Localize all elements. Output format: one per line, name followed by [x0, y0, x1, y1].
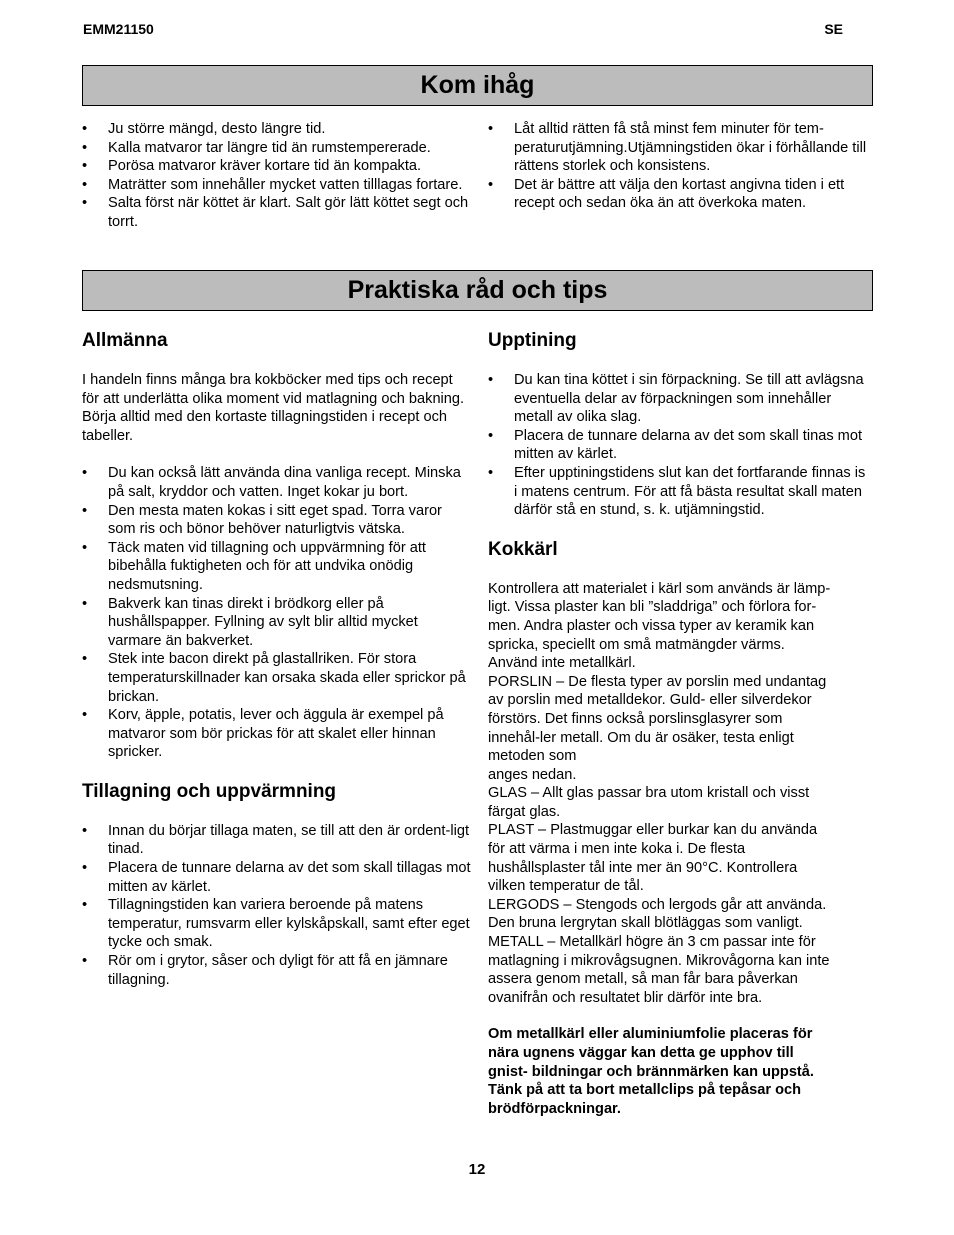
list-item: • Porösa matvaror kräver kortare tid än kompakta.: [82, 157, 472, 176]
list-item: • Det är bättre att välja den kortast angivna tiden i ett recept och sedan öka än att överkoka maten.: [488, 176, 871, 213]
list-item: • Ju större mängd, desto längre tid.: [82, 120, 472, 139]
kokkarl-line: Kontrollera att materialet i kärl som används är lämp-: [488, 580, 831, 597]
warning-line: brödförpackningar.: [488, 1100, 621, 1117]
kokkarl-line: assera genom metall, så man får bara påverkan: [488, 971, 798, 988]
kokkarl-line: innehål-ler metall. Om du är osäker, testa enligt: [488, 729, 794, 746]
list-item: • Korv, äpple, potatis, lever och äggula är exempel på matvaror som bör prickas för att skalet eller hinnan spricker.: [82, 706, 472, 762]
kom-ihag-left-column: [82, 120, 472, 232]
warning-line: nära ugnens väggar kan detta ge upphov till: [488, 1045, 794, 1061]
kokkarl-line: anges nedan.: [488, 766, 577, 783]
list-item: • Stek inte bacon direkt på glastallriken. För stora temperaturskillnader kan orsaka skada eller sprickor på brickan.: [82, 650, 472, 706]
list-item: • Rör om i grytor, såser och dyligt för att få en jämnare tillagning.: [82, 952, 472, 989]
kokkarl-line: Använd inte metallkärl.: [488, 655, 636, 672]
kokkarl-line: för att värma i men inte koka i. De flesta: [488, 841, 746, 858]
kokkarl-line: PORSLIN – De flesta typer av porslin med undantag: [488, 673, 827, 690]
kokkarl-line: Den bruna lergrytan skall blötläggas som vanligt.: [488, 915, 803, 932]
allmanna-intro: I handeln finns många bra kokböcker med tips och recept för att underlätta olika moment vid matlagning och bakning. Börja alltid med den kortaste tillagningstiden i recept och tabeller.: [82, 372, 465, 444]
heading-kokkarl: Kokkärl: [488, 538, 558, 560]
kokkarl-line: PLAST – Plastmuggar eller burkar kan du använda: [488, 822, 818, 839]
kokkarl-line: LERGODS – Stengods och lergods går att använda.: [488, 896, 827, 913]
model-number: EMM21150: [83, 21, 154, 37]
list-item: • Tillagningstiden kan variera beroende på matens temperatur, rumsvarm eller kylskåpskall, samt efter eget tycke och smak.: [82, 896, 472, 952]
right-column: [488, 330, 871, 1118]
list-item: • Placera de tunnare delarna av det som skall tinas mot mitten av kärlet.: [488, 427, 871, 464]
kom-ihag-right-list: [488, 120, 871, 213]
tillagning-list: [82, 822, 472, 989]
list-item: • Bakverk kan tinas direkt i brödkorg eller på hushållspapper. Fyllning av sylt blir alltid mycket varmare än bakverket.: [82, 595, 472, 651]
list-item: • Kalla matvaror tar längre tid än rumstempererade.: [82, 139, 472, 158]
upptining-list: [488, 371, 871, 520]
heading-tillagning: Tillagning och uppvärmning: [82, 780, 337, 802]
list-item: • Efter upptiningstidens slut kan det fortfarande finnas is i matens centrum. För att få bästa resultat skall maten därför stå en stund, s. k. utjämningstid.: [488, 464, 871, 520]
kokkarl-line: förstörs. Det finns också porslinsglasyrer som: [488, 710, 783, 727]
kokkarl-text: [488, 580, 871, 1008]
list-item: • Låt alltid rätten få stå minst fem minuter för tem-peraturutjämning.Utjämningstiden ökar i förhållande till rättens storlek och konsistens.: [488, 120, 871, 176]
language-code: SE: [824, 21, 843, 37]
kokkarl-line: ligt. Vissa plaster kan bli ”sladdriga” och förlora for-: [488, 599, 817, 616]
list-item: • Maträtter som innehåller mycket vatten tilllagas fortare.: [82, 176, 472, 195]
kokkarl-line: av porslin med metalldekor. Guld- eller silverdekor: [488, 692, 812, 709]
left-column: [82, 330, 472, 989]
warning-line: gnist- bildningar och brännmärken kan uppstå.: [488, 1063, 814, 1080]
metal-warning: [488, 1025, 871, 1118]
list-item: • Den mesta maten kokas i sitt eget spad. Torra varor som ris och bönor behöver naturligtvis vätska.: [82, 502, 472, 539]
list-item: • Täck maten vid tillagning och uppvärmning för att bibehålla fuktigheten och för att undvika onödig nedsmutsning.: [82, 539, 472, 595]
warning-line: Om metallkärl eller aluminiumfolie placeras för: [488, 1026, 813, 1043]
kokkarl-line: GLAS – Allt glas passar bra utom kristall och visst: [488, 785, 810, 802]
list-item: • Du kan också lätt använda dina vanliga recept. Minska på salt, kryddor och vatten. Inget kokar ju bort.: [82, 464, 472, 501]
kokkarl-line: men. Andra plaster och vissa typer av keramik kan: [488, 617, 815, 634]
page-number: 12: [468, 1161, 486, 1178]
kom-ihag-right-column: [488, 120, 871, 213]
kom-ihag-left-list: [82, 120, 472, 232]
kokkarl-line: METALL – Metallkärl högre än 3 cm passar inte för: [488, 934, 816, 951]
section-banner-praktiska-rad: Praktiska råd och tips: [82, 270, 873, 311]
list-item: • Salta först när köttet är klart. Salt gör lätt köttet segt och torrt.: [82, 194, 472, 231]
section-banner-kom-ihag: Kom ihåg: [82, 65, 873, 106]
kokkarl-line: vilken temperatur de tål.: [488, 878, 644, 895]
kokkarl-line: metoden som: [488, 748, 577, 765]
kokkarl-line: hushållsplaster tål inte mer än 90°C. Kontrollera: [488, 859, 798, 876]
list-item: • Placera de tunnare delarna av det som skall tillagas mot mitten av kärlet.: [82, 859, 472, 896]
kokkarl-line: spricka, speciellt om små matmängder värms.: [488, 636, 785, 653]
allmanna-list: [82, 464, 472, 762]
heading-allmanna: Allmänna: [82, 330, 168, 351]
warning-line: Tänk på att ta bort metallclips på tepåsar och: [488, 1082, 802, 1099]
heading-upptining: Upptining: [488, 330, 577, 351]
kokkarl-line: matlagning i mikrovågsugnen. Mikrovågorna kan inte: [488, 952, 830, 969]
kokkarl-line: färgat glas.: [488, 803, 561, 820]
list-item: • Innan du börjar tillaga maten, se till att den är ordent-ligt tinad.: [82, 822, 472, 859]
list-item: • Du kan tina köttet i sin förpackning. Se till att avlägsna eventuella delar av förpackningen som innehåller metall av olika slag.: [488, 371, 871, 427]
kokkarl-line: ovanifrån och resultatet blir därför inte bra.: [488, 989, 763, 1006]
